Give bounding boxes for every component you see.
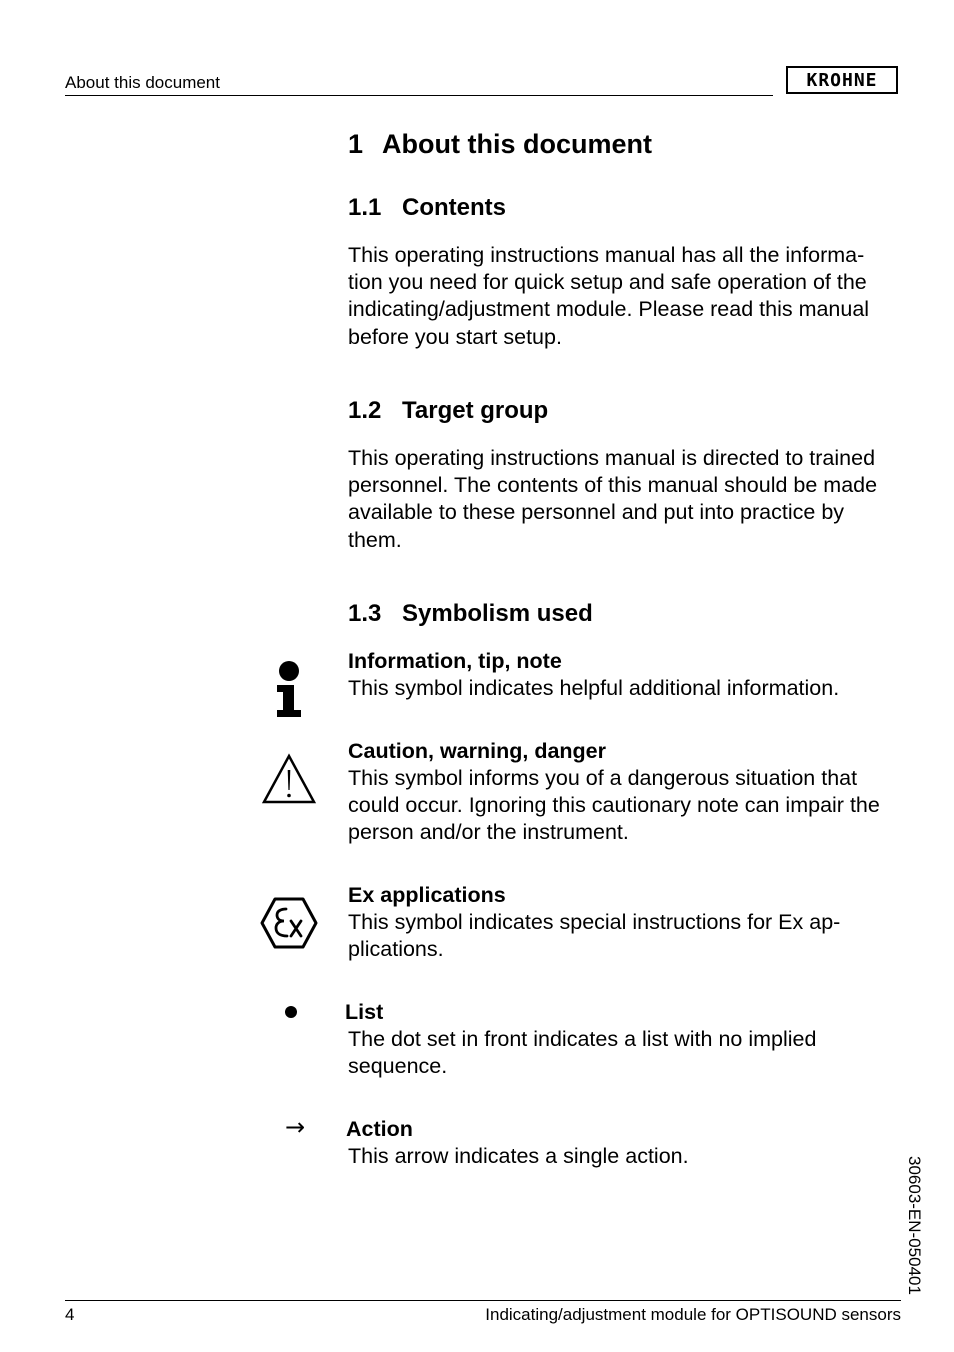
paragraph-line: This operating instructions manual is directed to trained — [348, 446, 876, 470]
bullet-dot-icon — [284, 1005, 298, 1019]
symbol-list-block — [348, 1026, 908, 1080]
section-number: 1.2 — [348, 397, 382, 424]
paragraph-line: personnel. The contents of this manual should be made — [348, 473, 878, 498]
footer-title: Indicating/adjustment module for OPTISOUND sensors — [485, 1305, 901, 1324]
paragraph-line: tion you need for quick setup and safe operation of the — [348, 270, 867, 295]
section-1-1-heading — [348, 194, 908, 222]
section-1-3-heading — [348, 600, 908, 628]
symbol-description: This symbol indicates helpful additional information. — [348, 676, 840, 700]
section-title: Contents — [402, 194, 506, 221]
symbol-list-title-block — [345, 999, 905, 1026]
header-rule — [65, 95, 773, 96]
paragraph-line: indicating/adjustment module. Please read this manual — [348, 297, 870, 322]
section-number: 1 — [348, 129, 364, 159]
symbol-ex-block — [348, 882, 908, 963]
symbol-description: This symbol informs you of a dangerous situation that — [348, 766, 858, 790]
contents-paragraph — [348, 242, 908, 351]
krohne-logo: KROHNE — [786, 66, 898, 94]
symbol-title: Caution, warning, danger — [348, 739, 607, 763]
running-head-title: About this document — [65, 73, 220, 92]
document-id: 30603-EN-050401 — [905, 1156, 924, 1295]
section-1-2-heading — [348, 397, 908, 425]
target-group-paragraph — [348, 445, 908, 554]
section-1-heading — [348, 129, 908, 160]
symbol-description: This arrow indicates a single action. — [348, 1144, 689, 1168]
arrow-right-icon: → — [285, 1113, 306, 1141]
paragraph-line: This operating instructions manual has all the informa- — [348, 243, 865, 267]
ex-hexagon-icon — [259, 896, 319, 950]
symbol-info-block — [348, 648, 908, 702]
paragraph-line: them. — [348, 527, 402, 552]
page-number: 4 — [65, 1305, 75, 1324]
symbol-action-title-block — [346, 1116, 906, 1143]
symbol-title: Information, tip, note — [348, 649, 562, 673]
symbol-description: could occur. Ignoring this cautionary note can impair the — [348, 793, 880, 818]
symbol-action-block — [348, 1143, 908, 1170]
symbol-description: sequence. — [348, 1054, 448, 1079]
symbol-title: Action — [346, 1117, 413, 1141]
info-icon — [272, 660, 306, 718]
paragraph-line: before you start setup. — [348, 324, 562, 349]
symbol-description: The dot set in front indicates a list with no implied — [348, 1027, 817, 1051]
symbol-warning-block — [348, 738, 908, 847]
warning-triangle-icon — [261, 753, 317, 805]
symbol-description: person and/or the instrument. — [348, 820, 629, 845]
section-number: 1.3 — [348, 600, 382, 627]
section-title: Target group — [402, 397, 549, 424]
symbol-title: Ex applications — [348, 883, 506, 907]
symbol-title: List — [345, 1000, 384, 1024]
section-title: About this document — [382, 129, 652, 159]
section-number: 1.1 — [348, 194, 382, 221]
paragraph-line: available to these personnel and put into practice by — [348, 500, 845, 525]
footer-rule — [65, 1300, 901, 1301]
section-title: Symbolism used — [402, 600, 593, 627]
symbol-description: This symbol indicates special instructions for Ex ap- — [348, 910, 841, 934]
symbol-description: plications. — [348, 937, 444, 962]
